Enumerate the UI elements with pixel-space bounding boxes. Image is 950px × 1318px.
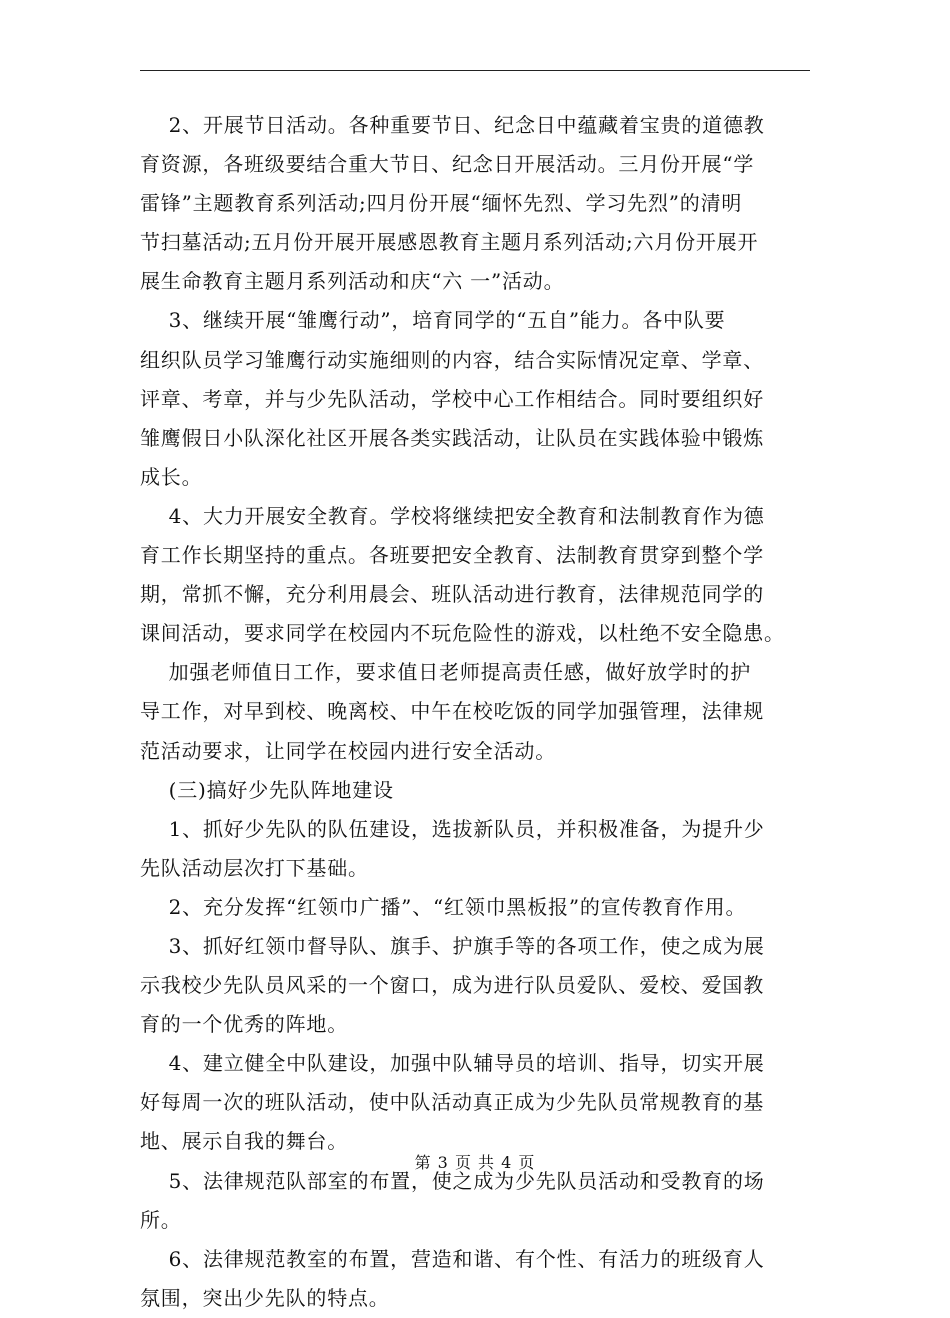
text-line: 好每周一次的班队活动，使中队活动真正成为少先队员常规教育的基: [140, 1090, 764, 1115]
text-line: 5、法律规范队部室的布置，使之成为少先队员活动和受教育的场: [140, 1168, 765, 1193]
text-line: 导工作，对早到校、晚离校、中午在校吃饭的同学加强管理，法律规: [140, 699, 764, 724]
text-line: 育资源，各班级要结合重大节日、纪念日开展活动。三月份开展“学: [140, 152, 755, 177]
text-line: 雏鹰假日小队深化社区开展各类实践活动，让队员在实践体验中锻炼: [140, 425, 764, 450]
text-line: 氛围，突出少先队的特点。: [140, 1285, 390, 1310]
text-line: 3、抓好红领巾督导队、旗手、护旗手等的各项工作，使之成为展: [140, 933, 765, 958]
text-line: 4、建立健全中队建设，加强中队辅导员的培训、指导，切实开展: [140, 1051, 765, 1076]
text-line: 育工作长期坚持的重点。各班要把安全教育、法制教育贯穿到整个学: [140, 543, 764, 568]
page-number-footer: 第 3 页 共 4 页: [414, 1153, 536, 1172]
text-line: 育的一个优秀的阵地。: [140, 1012, 348, 1037]
text-line: 所。: [140, 1207, 182, 1232]
text-line: 展生命教育主题月系列活动和庆“六 一”活动。: [140, 269, 565, 294]
text-line: 示我校少先队员风采的一个窗口，成为进行队员爱队、爱校、爱国教: [140, 973, 764, 998]
text-line: 范活动要求，让同学在校园内进行安全活动。: [140, 738, 556, 763]
text-line: 3、继续开展“雏鹰行动”，培育同学的“五自”能力。各中队要: [140, 308, 726, 333]
section-heading: (三)搞好少先队阵地建设: [140, 777, 394, 802]
text-line: 地、展示自我的舞台。: [140, 1129, 348, 1154]
text-line: 成长。: [140, 464, 203, 489]
header-rule: [140, 70, 810, 71]
text-line: 6、法律规范教室的布置，营造和谐、有个性、有活力的班级育人: [140, 1246, 765, 1271]
text-line: 组织队员学习雏鹰行动实施细则的内容，结合实际情况定章、学章、: [140, 347, 764, 372]
text-line: 期，常抓不懈，充分利用晨会、班队活动进行教育，法律规范同学的: [140, 582, 764, 607]
text-line: 加强老师值日工作，要求值日老师提高责任感，做好放学时的护: [140, 660, 752, 685]
text-line: 先队活动层次打下基础。: [140, 855, 369, 880]
text-line: 雷锋”主题教育系列活动;四月份开展“缅怀先烈、学习先烈”的清明: [140, 191, 743, 216]
text-line: 节扫墓活动;五月份开展开展感恩教育主题月系列活动;六月份开展开: [140, 230, 759, 255]
document-body: [140, 106, 812, 1318]
text-line: 评章、考章，并与少先队活动，学校中心工作相结合。同时要组织好: [140, 386, 764, 411]
text-line: 课间活动，要求同学在校园内不玩危险性的游戏，以杜绝不安全隐患。: [140, 621, 785, 646]
text-line: 2、开展节日活动。各种重要节日、纪念日中蕴藏着宝贵的道德教: [140, 113, 765, 137]
text-line: 1、抓好少先队的队伍建设，选拔新队员，并积极准备，为提升少: [140, 816, 765, 841]
text-line: 2、充分发挥“红领巾广播”、“红领巾黑板报”的宣传教育作用。: [140, 894, 747, 919]
text-line: 4、大力开展安全教育。学校将继续把安全教育和法制教育作为德: [140, 503, 765, 528]
